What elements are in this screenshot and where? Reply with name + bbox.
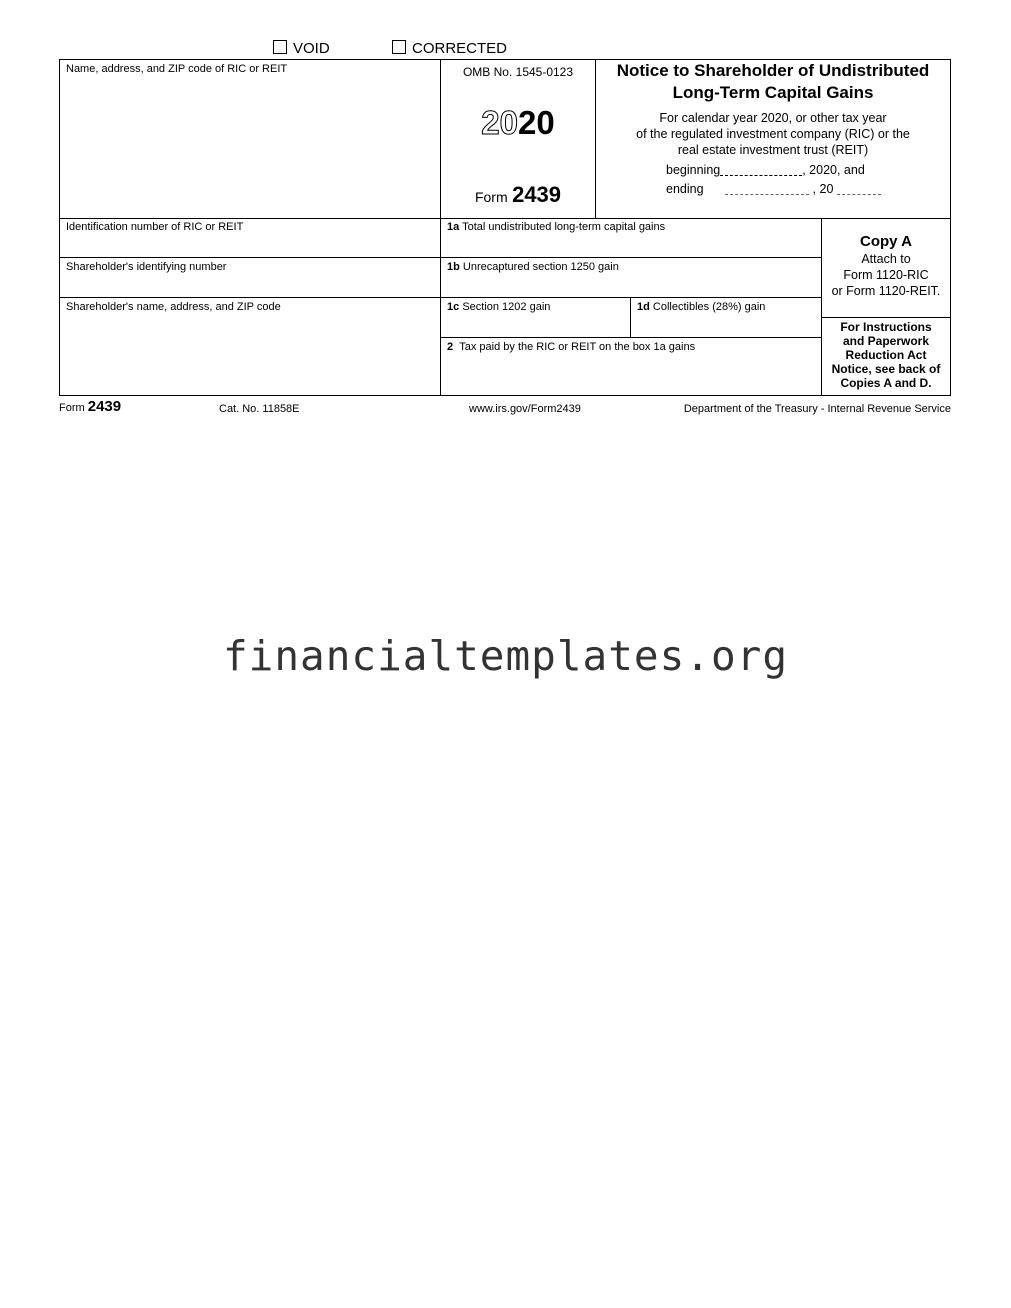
- box-2-field[interactable]: [441, 355, 820, 394]
- tax-year-outline: 20: [481, 104, 518, 141]
- beginning-suffix: , 2020, and: [802, 163, 865, 177]
- box-1d-text: Collectibles (28%) gain: [652, 301, 766, 313]
- instr-line-1: For Instructions: [840, 320, 932, 334]
- box-1b-number: 1b: [447, 261, 460, 273]
- tax-year-text: [596, 110, 950, 158]
- form-id: [441, 182, 595, 208]
- divider: [440, 337, 821, 338]
- payer-name-label: Name, address, and ZIP code of RIC or REIT: [66, 63, 288, 75]
- box-1b-label: [447, 261, 619, 274]
- box-1c-text: Section 1202 gain: [462, 301, 551, 313]
- void-checkbox[interactable]: [273, 40, 287, 54]
- corrected-checkbox-group[interactable]: [392, 40, 507, 57]
- form-2439-frame: [59, 59, 951, 396]
- ric-id-field[interactable]: [61, 235, 439, 256]
- ending-label: ending: [666, 182, 704, 196]
- shareholder-id-field[interactable]: [61, 275, 439, 296]
- beginning-row: [666, 163, 865, 177]
- void-checkbox-group[interactable]: [273, 40, 330, 57]
- shareholder-id-label: Shareholder's identifying number: [66, 261, 227, 273]
- ric-id-label: Identification number of RIC or REIT: [66, 221, 244, 233]
- shareholder-name-field[interactable]: [61, 315, 439, 394]
- box-2-label: [447, 341, 695, 354]
- box-1a-field[interactable]: [441, 235, 820, 256]
- box-1c-number: 1c: [447, 301, 460, 313]
- footer-department: Department of the Treasury - Internal Revenue Service: [683, 403, 951, 415]
- box-1c-field[interactable]: [441, 315, 629, 336]
- copy-line-1: Attach to: [861, 252, 911, 266]
- tax-year-line-3: real estate investment trust (REIT): [677, 143, 869, 157]
- ending-date-field[interactable]: [725, 182, 809, 195]
- form-title: [596, 60, 950, 104]
- ending-row: [666, 182, 881, 196]
- footer-cat-no: Cat. No. 11858E: [219, 403, 300, 415]
- void-label: VOID: [293, 40, 330, 57]
- footer-form-id: [59, 398, 121, 415]
- box-1b-field[interactable]: [441, 275, 820, 296]
- instructions-block: [822, 320, 950, 390]
- beginning-date-field[interactable]: [720, 163, 802, 176]
- copy-a-block: [822, 232, 950, 299]
- copy-line-3: or Form 1120-REIT.: [831, 284, 941, 298]
- watermark-text: financialtemplates.org: [222, 632, 789, 680]
- footer-form-number: 2439: [87, 398, 122, 415]
- omb-number: OMB No. 1545-0123: [462, 65, 574, 79]
- title-line-2: Long-Term Capital Gains: [672, 83, 874, 102]
- ending-suffix: , 20: [812, 182, 834, 196]
- corrected-checkbox[interactable]: [392, 40, 406, 54]
- box-1a-label: [447, 221, 665, 234]
- tax-year: [441, 104, 595, 142]
- box-2-text: Tax paid by the RIC or REIT on the box 1a gains: [459, 341, 696, 353]
- copy-line-2: Form 1120-RIC: [843, 268, 929, 282]
- divider: [821, 317, 950, 318]
- box-1b-text: Unrecaptured section 1250 gain: [462, 261, 619, 273]
- box-1c-label: [447, 301, 550, 314]
- copy-title: Copy A: [860, 233, 912, 250]
- title-line-1: Notice to Shareholder of Undistributed: [616, 61, 930, 80]
- tax-year-bold: 20: [518, 104, 555, 141]
- instr-line-4: Notice, see back of: [831, 362, 941, 376]
- box-1d-field[interactable]: [631, 315, 820, 336]
- box-2-number: 2: [447, 341, 454, 353]
- divider: [60, 218, 950, 219]
- ending-year-field[interactable]: [837, 182, 881, 195]
- tax-year-line-1: For calendar year 2020, or other tax year: [659, 111, 887, 125]
- instr-line-3: Reduction Act: [845, 348, 927, 362]
- box-1d-label: [637, 301, 765, 314]
- beginning-label: beginning: [666, 163, 721, 177]
- box-1a-text: Total undistributed long-term capital gains: [462, 221, 666, 233]
- box-1a-number: 1a: [447, 221, 460, 233]
- footer-form-word: Form: [59, 402, 85, 414]
- shareholder-name-label: Shareholder's name, address, and ZIP code: [66, 301, 281, 313]
- box-1d-number: 1d: [637, 301, 650, 313]
- instr-line-2: and Paperwork: [842, 334, 930, 348]
- tax-year-line-2: of the regulated investment company (RIC) or the: [636, 127, 910, 141]
- form-number: 2439: [512, 182, 562, 207]
- instr-line-5: Copies A and D.: [840, 376, 932, 390]
- payer-name-field[interactable]: [61, 78, 439, 217]
- form-word: Form: [474, 189, 508, 205]
- corrected-label: CORRECTED: [412, 40, 508, 57]
- footer-url[interactable]: www.irs.gov/Form2439: [469, 403, 581, 415]
